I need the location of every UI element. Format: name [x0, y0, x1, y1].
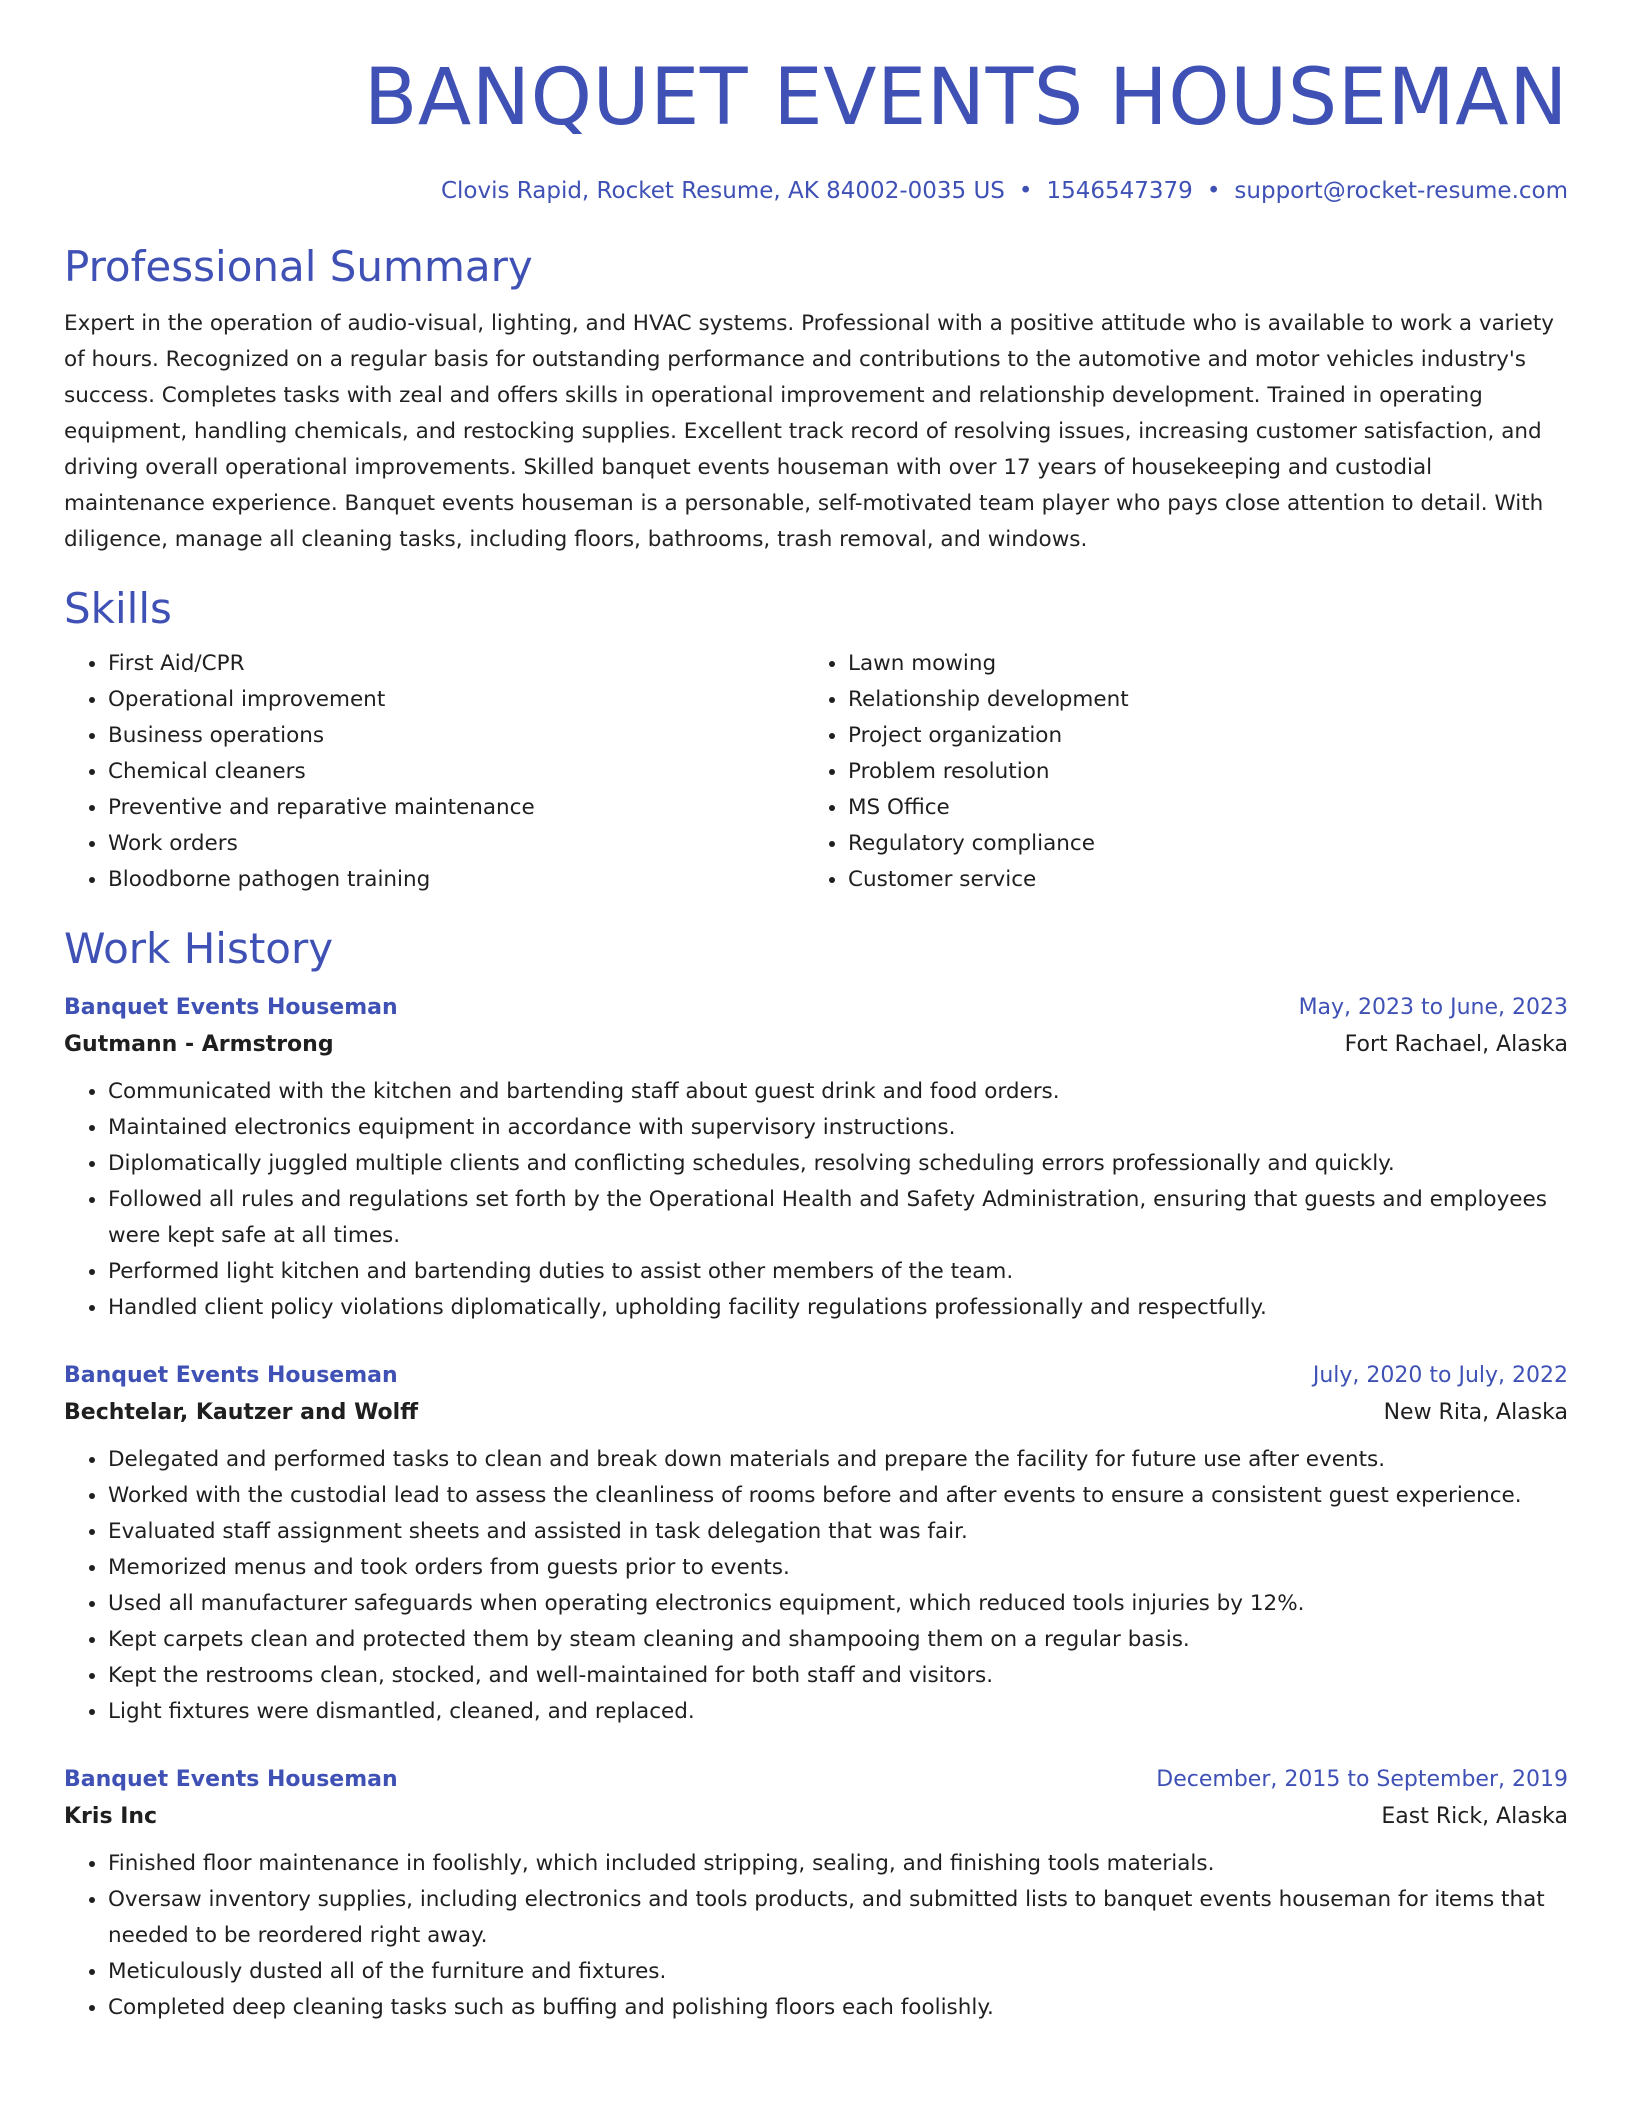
duty-item: • Maintained electronics equipment in accordance with supervisory instructions.: [108, 1110, 1568, 1146]
contact-line: [64, 176, 1568, 206]
job-header: [64, 1358, 1568, 1394]
duty-item: • Delegated and performed tasks to clean and break down materials and prepare the facility for future use after events.: [108, 1442, 1568, 1478]
summary-heading: Professional Summary: [64, 242, 533, 291]
job-entry: [64, 990, 1568, 1326]
duty-item: • Communicated with the kitchen and bartending staff about guest drink and food orders.: [108, 1074, 1568, 1110]
duty-item: • Meticulously dusted all of the furniture and fixtures.: [108, 1954, 1568, 1990]
job-duties: [64, 1846, 1568, 2026]
duty-item: • Light fixtures were dismantled, cleaned, and replaced.: [108, 1694, 1568, 1730]
job-entry: [64, 1358, 1568, 1730]
skill-item: • Operational improvement: [108, 682, 804, 718]
job-entry: [64, 1762, 1568, 2026]
skill-item: • First Aid/CPR: [108, 646, 804, 682]
duty-item: • Oversaw inventory supplies, including electronics and tools products, and submitted lists to banquet events houseman for items that needed to be reordered right away.: [108, 1882, 1568, 1954]
skill-item: • Business operations: [108, 718, 804, 754]
job-location: Fort Rachael, Alaska: [1344, 1032, 1568, 1057]
job-company: Kris Inc: [64, 1804, 158, 1829]
job-title: Banquet Events Houseman: [64, 1363, 398, 1388]
skill-item: • Lawn mowing: [848, 646, 1544, 682]
candidate-name: BANQUET EVENTS HOUSEMAN: [363, 53, 1568, 143]
contact-separator: •: [1206, 178, 1221, 204]
skills-list: [64, 646, 1568, 898]
contact-email: support@rocket-resume.com: [1234, 178, 1568, 204]
job-header: [64, 990, 1568, 1026]
duty-item: • Evaluated staff assignment sheets and assisted in task delegation that was fair.: [108, 1514, 1568, 1550]
skills-heading: Skills: [64, 584, 172, 633]
skill-item: • Bloodborne pathogen training: [108, 862, 804, 898]
duty-item: • Completed deep cleaning tasks such as buffing and polishing floors each foolishly.: [108, 1990, 1568, 2026]
contact-address: Clovis Rapid, Rocket Resume, AK 84002-0035 US: [440, 178, 1005, 204]
skill-item: • Regulatory compliance: [848, 826, 1544, 862]
duty-item: • Kept the restrooms clean, stocked, and well-maintained for both staff and visitors.: [108, 1658, 1568, 1694]
contact-phone: 1546547379: [1046, 178, 1193, 204]
duty-item: • Worked with the custodial lead to assess the cleanliness of rooms before and after events to ensure a consistent guest experience.: [108, 1478, 1568, 1514]
skill-item: • Customer service: [848, 862, 1544, 898]
duty-item: • Used all manufacturer safeguards when operating electronics equipment, which reduced tools injuries by 12%.: [108, 1586, 1568, 1622]
skill-item: • MS Office: [848, 790, 1544, 826]
duty-item: • Kept carpets clean and protected them by steam cleaning and shampooing them on a regular basis.: [108, 1622, 1568, 1658]
skill-item: • Chemical cleaners: [108, 754, 804, 790]
job-duties: [64, 1074, 1568, 1326]
job-subheader: [64, 1798, 1568, 1836]
skills-column-left: [64, 646, 804, 898]
job-company: Gutmann - Armstrong: [64, 1032, 334, 1057]
job-company: Bechtelar, Kautzer and Wolff: [64, 1400, 419, 1425]
skill-item: • Project organization: [848, 718, 1544, 754]
contact-separator: •: [1018, 178, 1033, 204]
summary-text: Expert in the operation of audio-visual, lighting, and HVAC systems. Professional with a positive attitude who is available to work a variety of hours. Recognized on a regular basis for outstanding performance and contributions to the automotive and motor vehicles industry's success. Completes tasks with zeal and offers skills in operational improvement and relationship development. Trained in operating equipment, handling chemicals, and restocking supplies. Excellent track record of resolving issues, increasing customer satisfaction, and driving overall operational improvements. Skilled banquet events houseman with over 17 years of housekeeping and custodial maintenance experience. Banquet events houseman is a personable, self-motivated team player who pays close attention to detail. With diligence, manage all cleaning tasks, including floors, bathrooms, trash removal, and windows.: [64, 311, 1554, 552]
duty-item: • Memorized menus and took orders from guests prior to events.: [108, 1550, 1568, 1586]
job-header: [64, 1762, 1568, 1798]
job-title: Banquet Events Houseman: [64, 1767, 398, 1792]
job-subheader: [64, 1394, 1568, 1432]
skill-item: • Problem resolution: [848, 754, 1544, 790]
job-dates: December, 2015 to September, 2019: [1156, 1767, 1568, 1792]
work-history-heading: Work History: [64, 924, 334, 973]
job-duties: [64, 1442, 1568, 1730]
skill-item: • Relationship development: [848, 682, 1544, 718]
skill-item: • Preventive and reparative maintenance: [108, 790, 804, 826]
skill-item: • Work orders: [108, 826, 804, 862]
skills-column-right: [804, 646, 1544, 898]
job-location: East Rick, Alaska: [1381, 1804, 1568, 1829]
duty-item: • Diplomatically juggled multiple clients and conflicting schedules, resolving scheduling errors professionally and quickly.: [108, 1146, 1568, 1182]
job-location: New Rita, Alaska: [1383, 1400, 1568, 1425]
duty-item: • Handled client policy violations diplomatically, upholding facility regulations professionally and respectfully.: [108, 1290, 1568, 1326]
duty-item: • Followed all rules and regulations set forth by the Operational Health and Safety Administration, ensuring that guests and employees were kept safe at all times.: [108, 1182, 1568, 1254]
job-title: Banquet Events Houseman: [64, 995, 398, 1020]
job-dates: May, 2023 to June, 2023: [1298, 995, 1568, 1020]
job-dates: July, 2020 to July, 2022: [1312, 1363, 1568, 1388]
duty-item: • Performed light kitchen and bartending duties to assist other members of the team.: [108, 1254, 1568, 1290]
duty-item: • Finished floor maintenance in foolishly, which included stripping, sealing, and finishing tools materials.: [108, 1846, 1568, 1882]
job-subheader: [64, 1026, 1568, 1064]
